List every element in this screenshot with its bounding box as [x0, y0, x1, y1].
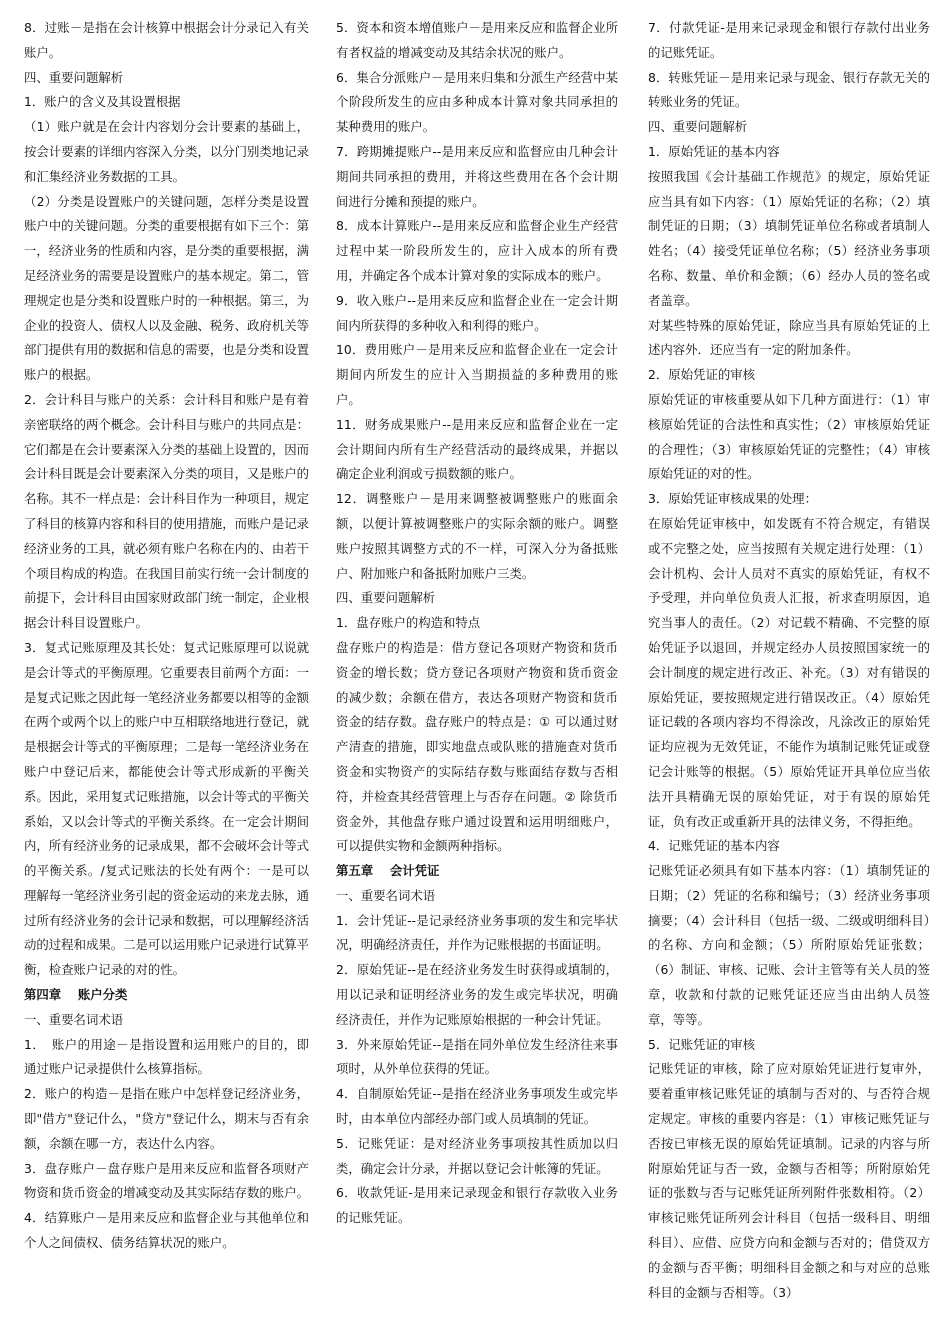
paragraph: 记账凭证必须具有如下基本内容：（1）填制凭证的日期；（2）凭证的名称和编号；（3）经济业务事项摘要；（4）会计科目（包括一级、二级或明细科目）的名称、方向和金额；（5）所附原始凭证张数；（6）制证、审核、记账、会计主管等有关人员的签章，收款和付款的记账凭证还应当由出纳人员签章，等等。 — [648, 863, 930, 1027]
paragraph: 3．外来原始凭证--是指在同外单位发生经济往来事项时，从外单位获得的凭证。 — [336, 1036, 618, 1077]
paragraph: 5．资本和资本增值账户－是用来反应和监督企业所有者权益的增减变动及其结余状况的账户。 — [336, 20, 618, 60]
paragraph: 3．盘存账户－盘存账户是用来反应和监督各项财产物资和货币资金的增减变动及其实际结存数的账户。 — [24, 1160, 309, 1201]
paragraph: 11．财务成果账户--是用来反应和监督企业在一定会计期间内所有生产经营活动的最终成果，并据以确定企业利润或亏损数额的账户。 — [336, 416, 618, 482]
paragraph: 6．集合分派账户－是用来归集和分派生产经营中某个阶段所发生的应由多种成本计算对象共同承担的某种费用的账户。 — [336, 69, 618, 135]
text-column-1 — [24, 16, 309, 1256]
paragraph: 1．会计凭证--是记录经济业务事项的发生和完毕状况，明确经济责任，并作为记账根据的书面证明。 — [336, 912, 618, 953]
paragraph: 四、重要问题解析 — [648, 119, 748, 135]
paragraph: 9．收入账户--是用来反应和监督企业在一定会计期间内所获得的多种收入和利得的账户。 — [336, 292, 618, 333]
paragraph: 一、重要名词术语 — [24, 1011, 124, 1027]
chapter-heading: 第五章 会计凭证 — [336, 863, 440, 879]
paragraph: 8．转账凭证－是用来记录与现金、银行存款无关的转账业务的凭证。 — [648, 69, 930, 110]
text-column-3 — [648, 16, 930, 1305]
paragraph: 四、重要问题解析 — [24, 69, 124, 85]
paragraph: 按照我国《会计基础工作规范》的规定，原始凭证应当具有如下内容：（1）原始凭证的名称；（2）填制凭证的日期；（3）填制凭证单位名称或者填制人姓名；（4）接受凭证单位名称；（5）经济业务事项名称、数量、单价和金额；（6）经办人员的签名或者盖章。 — [648, 168, 930, 308]
paragraph: 12．调整账户－是用来调整被调整账户的账面余额，以便计算被调整账户的实际余额的账户。调整账户按照其调整方式的不一样，可深入分为备抵账户、附加账户和备抵附加账户三类。 — [336, 491, 618, 581]
paragraph: 1．盘存账户的构造和特点 — [336, 615, 481, 631]
paragraph: 7．跨期摊提账户--是用来反应和监督应由几种会计期间共同承担的费用，并将这些费用在各个会计期间进行分摊和预提的账户。 — [336, 143, 618, 209]
paragraph: 6．收款凭证-是用来记录现金和银行存款收入业务的记账凭证。 — [336, 1185, 618, 1226]
paragraph: 对某些特殊的原始凭证，除应当具有原始凭证的上述内容外．还应当有一定的附加条件。 — [648, 317, 930, 358]
paragraph: 2．会计科目与账户的关系：会计科目和账户是有着亲密联络的两个概念。会计科目与账户的共同点是：它们都是在会计要素深入分类的基础上设置的，因而会计科目既是会计要素深入分类的项目，又是账户的名称。其不一样点是：会计科目作为一种项目，规定了科目的核算内容和科目的使用措施，而账户是记录经济业务的工具，就必须有账户名称在内的、由若干个项目构成的构造。在我国目前实行统一会计制度的前提下，会计科目由国家财政部门统一制定，企业根据会计科目设置账户。 — [24, 391, 309, 631]
paragraph: 1． 账户的用途－是指设置和运用账户的目的，即通过账户记录提供什么核算指标。 — [24, 1036, 309, 1077]
paragraph: 2．原始凭证--是在经济业务发生时获得或填制的，用以记录和证明经济业务的发生或完毕状况，明确经济责任，并作为记账原始根据的一种会计凭证。 — [336, 962, 618, 1027]
paragraph: 10．费用账户－是用来反应和监督企业在一定会计期间内所发生的应计入当期损益的多种费用的账户。 — [336, 342, 618, 407]
paragraph: 4．结算账户－是用来反应和监督企业与其他单位和个人之间债权、债务结算状况的账户。 — [24, 1210, 309, 1251]
paragraph: 8．过账－是指在会计核算中根据会计分录记入有关账户。 — [24, 20, 309, 60]
paragraph: 一、重要名词术语 — [336, 887, 436, 903]
paragraph: 4．自制原始凭证--是指在经济业务事项发生或完毕时，由本单位内部经办部门或人员填制的凭证。 — [336, 1086, 618, 1127]
text-column-2 — [336, 16, 618, 1231]
paragraph: 5．记账凭证：是对经济业务事项按其性质加以归类，确定会计分录，并据以登记会计帐簿的凭证。 — [336, 1135, 618, 1176]
paragraph: 原始凭证的审核重要从如下几种方面进行：（1）审核原始凭证的合法性和真实性；（2）审核原始凭证的合理性；（3）审核原始凭证的完整性；（4）审核原始凭证的对的性。 — [648, 391, 930, 482]
paragraph: 2．原始凭证的审核 — [648, 367, 756, 383]
paragraph: 在原始凭证审核中，如发既有不符合规定，有错误或不完整之处，应当按照有关规定进行处理：（1）会计机构、会计人员对不真实的原始凭证，有权不予受理，并向单位负责人汇报，祈求查明原因，追究当事人的责任。（2）对记载不精确、不完整的原始凭证予以退回，并规定经办人员按照国家统一的会计制度的规定进行改正、补充。（3）对有错误的原始凭证，要按照规定进行错误改正。（4）原始凭证记载的各项内容均不得涂改，凡涂改正的原始凭证均应视为无效凭证，不能作为填制记账凭证或登记会计账等的根据。（5）原始凭证开具单位应当依法开具精确无误的原始凭证，对于有误的原始凭证，负有改正或重新开具的法律义务，不得拒绝。 — [648, 515, 930, 829]
paragraph: 3．原始凭证审核成果的处理： — [648, 491, 817, 507]
paragraph: 7．付款凭证-是用来记录现金和银行存款付出业务的记账凭证。 — [648, 20, 930, 60]
paragraph: 记账凭证的审核，除了应对原始凭证进行复审外，要着重审核记账凭证的填制与否对的、与否符合规定规定。审核的重要内容是：（1）审核记账凭证与否按已审核无误的原始凭证填制。记录的内容与所附原始凭证与否一致，金额与否相等；所附原始凭证的张数与否与记账凭证所列附件张数相符。（2）审核记账凭证所列会计科目（包括一级科目、明细科目）、应借、应贷方向和金额与否对的；借贷双方的金额与否平衡；明细科目金额之和与对应的总账科目的金额与否相等。（3） — [648, 1061, 930, 1300]
paragraph: 4．记账凭证的基本内容 — [648, 838, 780, 854]
paragraph: 四、重要问题解析 — [336, 590, 436, 606]
paragraph: （2）分类是设置账户的关键问题，怎样分类是设置账户中的关键问题。分类的重要根据有如下三个：第一，经济业务的性质和内容，是分类的重要根据，满足经济业务的需要是设置账户的基本规定。第二，管理规定也是分类和设置账户时的一种根据。第三，为企业的投资人、债权人以及金融、税务、政府机关等部门提供有用的数据和信息的需要，也是分类和设置账户的根据。 — [24, 193, 309, 383]
paragraph: 盘存账户的构造是：借方登记各项财产物资和货币资金的增长数；贷方登记各项财产物资和货币资金的减少数；余额在借方，表达各项财产物资和货币资金的结存数。盘存账户的特点是：① 可以通过财产清查的措施，即实地盘点或队账的措施查对货币资金和实物资产的实际结存数与账面结存数与否相符，并检查其经营管理上与否存在问题。② 除货币资金外，其他盘存账户通过设置和运用明细账户，可以提供实物和金额两种指标。 — [336, 639, 618, 854]
paragraph: 3．复式记账原理及其长处：复式记账原理可以说就是会计等式的平衡原理。它重要表目前两个方面：一是复式记账之因此每一笔经济业务都要以相等的金额在两个或两个以上的账户中互相联络地进行登记，就是根据会计等式的平衡原理；二是每一笔经济业务在账户中登记后来，都能使会计等式形成新的平衡关系。因此，采用复式记账措施，以会计等式的平衡关系始，又以会计等式的平衡关系终。在一定会计期间内，所有经济业务的记录成果，都不会破坏会计等式的平衡关系。/复式记账法的长处有两个：一是可以理解每一笔经济业务引起的资金运动的来龙去脉，通过所有经济业务的会计记录和数据，可以理解经济活动的过程和成果。二是可以运用账户记录进行试算平衡，检查账户记录的对的性。 — [24, 639, 309, 978]
paragraph: 8．成本计算账户--是用来反应和监督企业生产经营过程中某一阶段所发生的，应计入成本的所有费用，并确定各个成本计算对象的实际成本的账户。 — [336, 218, 618, 283]
paragraph: 5．记账凭证的审核 — [648, 1036, 756, 1052]
paragraph: （1）账户就是在会计内容划分会计要素的基础上，按会计要素的详细内容深入分类，以分门别类地记录和汇集经济业务数据的工具。 — [24, 119, 309, 184]
paragraph: 1．账户的含义及其设置根据 — [24, 94, 181, 110]
paragraph: 2．账户的构造－是指在账户中怎样登记经济业务，即"借方"登记什么，"贷方"登记什么，期末与否有余额，余额在哪一方，表达什么内容。 — [24, 1086, 309, 1151]
chapter-heading: 第四章 账户分类 — [24, 987, 128, 1003]
paragraph: 1．原始凭证的基本内容 — [648, 143, 780, 159]
